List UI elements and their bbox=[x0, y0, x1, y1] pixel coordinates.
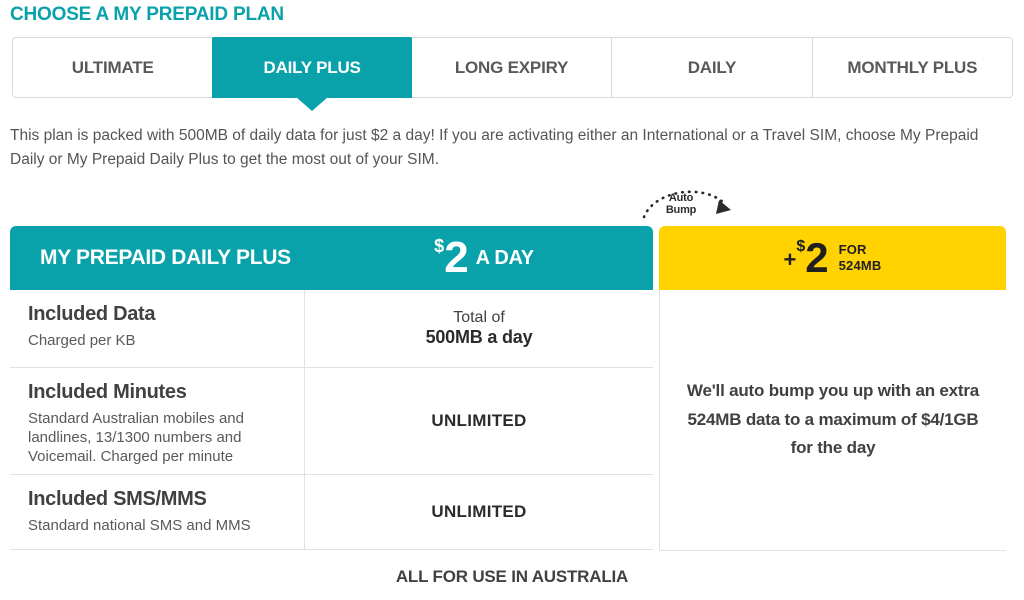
row-data-value-line2: 500MB a day bbox=[425, 327, 533, 347]
plan-header bbox=[10, 226, 653, 290]
row-data-label-cell bbox=[10, 290, 305, 367]
auto-bump-description-cell bbox=[659, 290, 1006, 551]
auto-bump-description: We'll auto bump you up with an extra 524MB data to a maximum of $4/1GB for the day bbox=[686, 380, 980, 458]
bump-currency: $ bbox=[796, 238, 806, 255]
tab-long-expiry[interactable]: LONG EXPIRY bbox=[454, 57, 569, 77]
tab-daily-plus-label: DAILY PLUS bbox=[263, 57, 361, 77]
plan-title: MY PREPAID DAILY PLUS bbox=[40, 246, 291, 269]
bump-plus-sign: + bbox=[783, 247, 797, 272]
row-data-value-cell bbox=[305, 290, 653, 367]
table-row-data bbox=[10, 290, 653, 368]
tab-daily[interactable]: DAILY bbox=[611, 38, 811, 97]
page-title: CHOOSE A MY PREPAID PLAN bbox=[10, 4, 284, 25]
bump-amount: 2 bbox=[805, 234, 829, 281]
row-sms-sublabel: Standard national SMS and MMS bbox=[28, 517, 251, 534]
table-row-minutes bbox=[10, 368, 653, 475]
tab-ultimate[interactable]: ULTIMATE bbox=[71, 57, 154, 77]
row-sms-value-cell bbox=[305, 475, 653, 549]
auto-bump-column bbox=[659, 226, 1006, 551]
price-currency: $ bbox=[434, 236, 445, 256]
row-data-value-line1: Total of bbox=[453, 309, 505, 326]
table-row-sms bbox=[10, 475, 653, 550]
row-sms-value: UNLIMITED bbox=[431, 502, 527, 521]
row-minutes-sublabel: Standard Australian mobiles and landlines, 13/1300 numbers and Voicemail. Charged per minute bbox=[28, 410, 244, 465]
plan-table bbox=[10, 226, 1006, 551]
auto-bump-header bbox=[659, 226, 1006, 290]
plan-main-column bbox=[10, 226, 653, 551]
row-sms-label-cell bbox=[10, 475, 305, 549]
row-sms-label: Included SMS/MMS bbox=[28, 488, 207, 510]
row-minutes-value-cell bbox=[305, 368, 653, 474]
plan-tabs bbox=[12, 37, 1013, 98]
row-data-label: Included Data bbox=[28, 303, 156, 325]
active-tab-pointer bbox=[296, 97, 328, 111]
auto-bump-badge bbox=[636, 183, 740, 225]
price-amount: 2 bbox=[444, 233, 469, 282]
row-minutes-label: Included Minutes bbox=[28, 381, 187, 403]
price-suffix: A DAY bbox=[475, 246, 534, 269]
row-minutes-label-cell bbox=[10, 368, 305, 474]
footer-note: ALL FOR USE IN AUSTRALIA bbox=[395, 567, 629, 586]
plan-description: This plan is packed with 500MB of daily data for just $2 a day! If you are activating either an International or a Travel SIM, choose My Prepaid Daily or My Prepaid Daily Plus to get the most out of your SIM. bbox=[10, 127, 979, 169]
row-minutes-value: UNLIMITED bbox=[431, 411, 527, 430]
bump-for-label: FOR 524MB bbox=[838, 241, 882, 273]
tab-daily-plus[interactable] bbox=[212, 37, 411, 98]
auto-bump-label: Auto Bump bbox=[665, 192, 697, 217]
tab-monthly-plus[interactable]: MONTHLY PLUS bbox=[812, 38, 1012, 97]
plan-price bbox=[315, 226, 653, 290]
row-data-sublabel: Charged per KB bbox=[28, 332, 136, 349]
